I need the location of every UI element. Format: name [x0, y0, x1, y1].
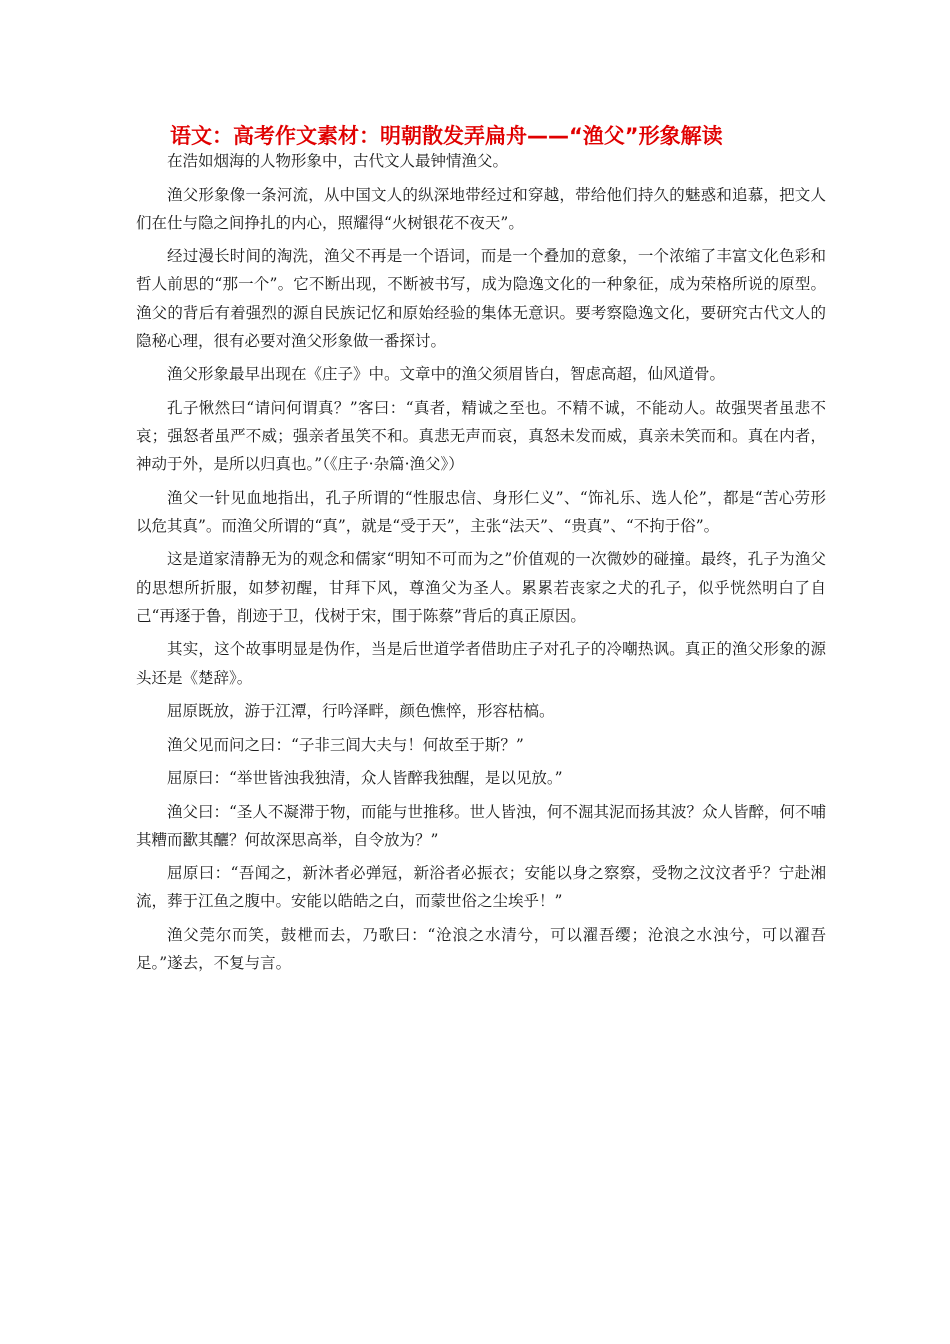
paragraph: 渔父曰：“圣人不凝滞于物，而能与世推移。世人皆浊，何不淈其泥而扬其波？众人皆醉，何不哺其糟而歠其釃？何故深思高举，自令放为？” [136, 802, 826, 849]
document-body [136, 147, 826, 983]
paragraph: 渔父一针见血地指出，孔子所谓的“性服忠信、身形仁义”、“饰礼乐、选人伦”，都是“苦心劳形以危其真”。而渔父所谓的“真”，就是“受于天”，主张“法天”、“贵真”、“不拘于俗”。 [136, 488, 826, 535]
paragraph: 这是道家清静无为的观念和儒家“明知不可而为之”价值观的一次微妙的碰撞。最终，孔子为渔父的思想所折服，如梦初醒，甘拜下风，尊渔父为圣人。累累若丧家之犬的孔子，似乎恍然明白了自己“再逐于鲁，削迹于卫，伐树于宋，围于陈蔡”背后的真正原因。 [136, 550, 826, 625]
paragraph: 渔父形象最早出现在《庄子》中。文章中的渔父须眉皆白，智虑高超，仙风道骨。 [167, 365, 726, 384]
paragraph: 屈原曰：“吾闻之，新沐者必弹冠，新浴者必振衣；安能以身之察察，受物之汶汶者乎？宁赴湘流，葬于江鱼之腹中。安能以皓皓之白，而蒙世俗之尘埃乎！” [136, 864, 826, 911]
paragraph: 经过漫长时间的淘洗，渔父不再是一个语词，而是一个叠加的意象，一个浓缩了丰富文化色彩和哲人前思的“那一个”。它不断出现，不断被书写，成为隐逸文化的一种象征，成为荣格所说的原型。渔父的背后有着强烈的源自民族记忆和原始经验的集体无意识。要考察隐逸文化，要研究古代文人的隐秘心理，很有必要对渔父形象做一番探讨。 [136, 247, 826, 350]
paragraph: 渔父形象像一条河流，从中国文人的纵深地带经过和穿越，带给他们持久的魅惑和追慕，把文人们在仕与隐之间挣扎的内心，照耀得“火树银花不夜天”。 [136, 185, 826, 232]
paragraph: 渔父见而问之曰：“子非三闾大夫与！何故至于斯？” [167, 735, 524, 754]
paragraph: 渔父莞尔而笑，鼓枻而去，乃歌曰：“沧浪之水清兮，可以濯吾缨；沧浪之水浊兮，可以濯吾足。”遂去，不复与言。 [136, 925, 826, 973]
paragraph: 其实，这个故事明显是伪作，当是后世道学者借助庄子对孔子的冷嘲热讽。真正的渔父形象的源头还是《楚辞》。 [136, 640, 826, 687]
paragraph: 在浩如烟海的人物形象中，古代文人最钟情渔父。 [167, 152, 509, 170]
paragraph: 屈原既放，游于江潭，行吟泽畔，颜色憔悴，形容枯槁。 [167, 702, 555, 721]
document-title: 语文：高考作文素材：明朝散发弄扁舟——“渔父”形象解读 [170, 124, 723, 148]
paragraph: 屈原曰：“举世皆浊我独清，众人皆醉我独醒，是以见放。” [167, 769, 563, 788]
paragraph: 孔子愀然曰“请问何谓真？”客曰：“真者，精诚之至也。不精不诚，不能动人。故强哭者虽悲不哀；强怒者虽严不威；强亲者虽笑不和。真悲无声而哀，真怒未发而威，真亲未笑而和。真在内者，神动于外，是所以归真也。”（《庄子·杂篇·渔父》） [136, 398, 826, 474]
